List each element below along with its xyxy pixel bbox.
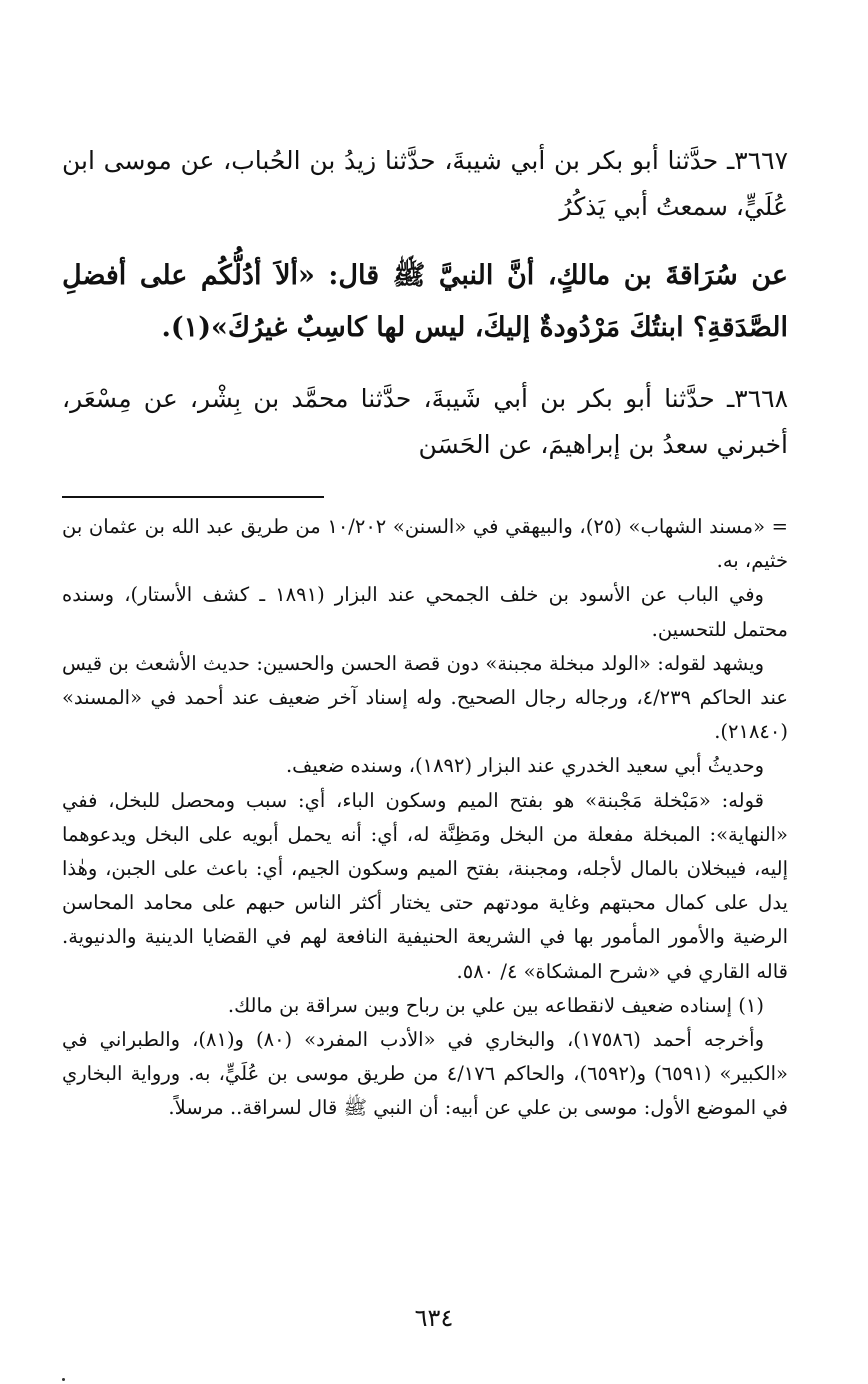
page-number: ٦٣٤ xyxy=(414,1304,454,1332)
hadith-3667-isnad: ٣٦٦٧ـ حدَّثنا أبو بكر بن أبي شيبةَ، حدَّثنا زيدُ بن الحُباب، عن موسى ابن عُلَيٍّ، سمعتُ أبي يَذكُرُ xyxy=(62,146,788,221)
hadith-3668-isnad: ٣٦٦٨ـ حدَّثنا أبو بكر بن أبي شَيبةَ، حدَّثنا محمَّد بن بِشْر، عن مِسْعَر، أخبرني سعدُ بن إبراهيمَ، عن الحَسَن xyxy=(62,384,788,459)
footnote-continuation: = «مسند الشهاب» (٢٥)، والبيهقي في «السنن» ١٠/٢٠٢ من طريق عبد الله بن عثمان بن خثيم، به. xyxy=(62,515,789,573)
hadith-3667-matn: عن سُرَاقةَ بن مالكٍ، أنَّ النبيَّ ﷺ قال: «ألاَ أدُلُّكُم على أفضلِ الصَّدَقةِ؟ ابنتُكَ مَرْدُودةٌ إليكَ، ليس لها كاسِبٌ غيرُكَ»(١). xyxy=(62,260,788,343)
footnote-separator xyxy=(62,496,324,498)
footnote-1: (١) إسناده ضعيف لانقطاعه بين علي بن رباح وبين سراقة بن مالك. xyxy=(227,993,764,1017)
footnote-paragraph: قوله: «مَبْخلة مَجْبنة» هو بفتح الميم وسكون الباء، أي: سبب ومحصل للبخل، ففي «النهاية»: المبخلة مفعلة من البخل ومَظِنَّة له، أي: أنه يحمل أبويه على البخل ويدعوهما إليه، فيبخلان بالمال لأجله، ومجبنة، بفتح الميم وسكون الجيم، أي: باعث على الجبن، وهٰذا يدل على كمال محبتهم وغاية مودتهم حتى يختار أكثر الناس حبهم على محامد المحاسن الرضية والأمور المأمور بها في الشريعة الحنيفية النافعة لهم في القضايا الدينية والدنيوية. قاله القاري في «شرح المشكاة» ٤/ ٥٨٠. xyxy=(62,788,788,983)
footnotes xyxy=(62,510,788,1126)
scan-mark xyxy=(62,1378,65,1381)
footnote-paragraph: وحديثُ أبي سعيد الخدري عند البزار (١٨٩٢)، وسنده ضعيف. xyxy=(285,754,764,778)
page-body xyxy=(62,138,788,1126)
footnote-paragraph: وأخرجه أحمد (١٧٥٨٦)، والبخاري في «الأدب المفرد» (٨٠) و(٨١)، والطبراني في «الكبير» (٦٥٩١) و(٦٥٩٢)، والحاكم ٤/١٧٦ من طريق موسى بن عُلَيٍّ، به. ورواية البخاري في الموضع الأول: موسى بن علي عن أبيه: أن النبي ﷺ قال لسراقة.. مرسلاً. xyxy=(62,1028,788,1120)
footnote-paragraph: ويشهد لقوله: «الولد مبخلة مجبنة» دون قصة الحسن والحسين: حديث الأشعث بن قيس عند الحاكم ٤/٢٣٩، ورجاله رجال الصحيح. وله إسناد آخر ضعيف عند أحمد في «المسند» (٢١٨٤٠). xyxy=(62,651,788,744)
footnote-paragraph: وفي الباب عن الأسود بن خلف الجمحي عند البزار (١٨٩١ ـ كشف الأستار)، وسنده محتمل للتحسين. xyxy=(62,583,788,641)
